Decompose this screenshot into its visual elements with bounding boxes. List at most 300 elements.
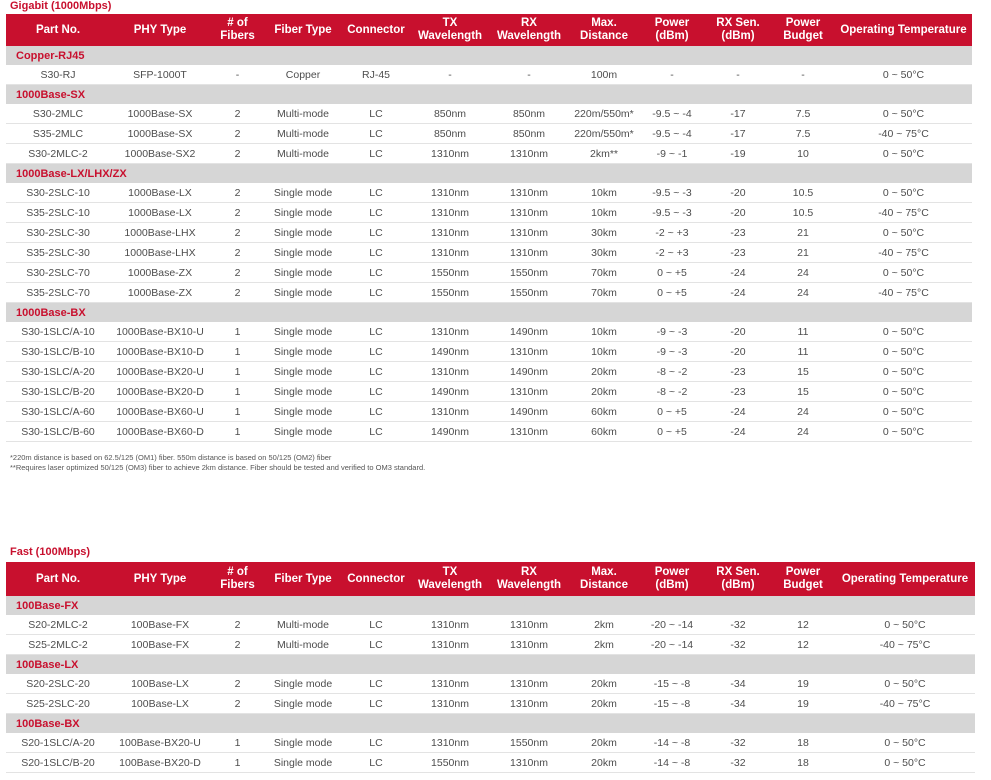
group-header-row xyxy=(6,303,972,323)
table-cell: 11 xyxy=(771,322,835,342)
gigabit-spec-table xyxy=(6,14,972,442)
table-cell: Multi-mode xyxy=(265,615,341,635)
table-cell: 2 xyxy=(210,635,265,655)
table-cell: Single mode xyxy=(265,753,341,773)
table-cell: 11 xyxy=(771,342,835,362)
table-cell: LC xyxy=(341,203,411,223)
table-row xyxy=(6,322,972,342)
table-cell: Multi-mode xyxy=(265,124,341,144)
table-row xyxy=(6,104,972,124)
table-cell: Single mode xyxy=(265,342,341,362)
table-cell: -15 ~ -8 xyxy=(639,694,705,714)
table-cell: S30-1SLC/A-60 xyxy=(6,402,110,422)
column-header: RX Wavelength xyxy=(489,562,569,596)
table-cell: Single mode xyxy=(265,402,341,422)
table-cell: Multi-mode xyxy=(265,104,341,124)
table-cell: -34 xyxy=(705,674,771,694)
group-header-row xyxy=(6,164,972,184)
table-cell: Single mode xyxy=(265,322,341,342)
column-header: RX Sen. (dBm) xyxy=(705,562,771,596)
table-cell: Single mode xyxy=(265,283,341,303)
table-cell: 1490nm xyxy=(411,342,489,362)
table-cell: RJ-45 xyxy=(341,65,411,85)
table-cell: 1000Base-ZX xyxy=(110,263,210,283)
table-cell: 15 xyxy=(771,382,835,402)
table-cell: 20km xyxy=(569,674,639,694)
column-header: Connector xyxy=(341,562,411,596)
table-cell: S30-RJ xyxy=(6,65,110,85)
table-cell: LC xyxy=(341,104,411,124)
table-cell: 0 ~ 50°C xyxy=(835,382,972,402)
table-row xyxy=(6,144,972,164)
table-cell: - xyxy=(705,65,771,85)
table-cell: 1310nm xyxy=(411,322,489,342)
table-row xyxy=(6,263,972,283)
footnotes xyxy=(10,453,425,473)
table-row xyxy=(6,243,972,263)
column-header: # of Fibers xyxy=(210,14,265,46)
table-cell: -24 xyxy=(705,283,771,303)
column-header: TX Wavelength xyxy=(411,562,489,596)
table-cell: LC xyxy=(341,283,411,303)
table-cell: 850nm xyxy=(489,124,569,144)
table-cell: 1000Base-SX2 xyxy=(110,144,210,164)
table-cell: 100Base-LX xyxy=(110,674,210,694)
table-cell: 1310nm xyxy=(489,753,569,773)
table-cell: 19 xyxy=(771,694,835,714)
table-cell: 850nm xyxy=(411,124,489,144)
table-cell: - xyxy=(489,65,569,85)
table-cell: LC xyxy=(341,733,411,753)
table-cell: 10.5 xyxy=(771,203,835,223)
table-cell: LC xyxy=(341,422,411,442)
table-cell: 1310nm xyxy=(489,694,569,714)
column-header: Part No. xyxy=(6,562,110,596)
table-cell: 1310nm xyxy=(411,183,489,203)
table-cell: LC xyxy=(341,144,411,164)
table-cell: 1310nm xyxy=(411,635,489,655)
table-cell: Single mode xyxy=(265,243,341,263)
table-cell: 18 xyxy=(771,753,835,773)
table-cell: 1000Base-SX xyxy=(110,124,210,144)
table-cell: SFP-1000T xyxy=(110,65,210,85)
table-row xyxy=(6,65,972,85)
table-cell: 220m/550m* xyxy=(569,124,639,144)
table-cell: 1000Base-BX60-D xyxy=(110,422,210,442)
table-cell: -32 xyxy=(705,615,771,635)
table-cell: 2 xyxy=(210,183,265,203)
table-cell: 1000Base-BX20-U xyxy=(110,362,210,382)
table-cell: -32 xyxy=(705,753,771,773)
table-cell: 1310nm xyxy=(489,203,569,223)
table-row xyxy=(6,342,972,362)
table-cell: 24 xyxy=(771,402,835,422)
table-cell: LC xyxy=(341,362,411,382)
table-cell: - xyxy=(411,65,489,85)
gigabit-section-title: Gigabit (1000Mbps) xyxy=(10,0,112,12)
table-cell: 2 xyxy=(210,243,265,263)
table-cell: -9.5 ~ -3 xyxy=(639,203,705,223)
table-row xyxy=(6,694,975,714)
table-cell: 1310nm xyxy=(411,223,489,243)
table-row xyxy=(6,362,972,382)
table-cell: LC xyxy=(341,322,411,342)
table-cell: -20 xyxy=(705,342,771,362)
table-cell: 0 ~ 50°C xyxy=(835,402,972,422)
column-header: Max. Distance xyxy=(569,14,639,46)
footnote-2: **Requires laser optimized 50/125 (OM3) fiber to achieve 2km distance. Fiber should be tested and verified to OM3 standard. xyxy=(10,463,426,472)
table-cell: -32 xyxy=(705,635,771,655)
table-cell: 7.5 xyxy=(771,124,835,144)
table-cell: 0 ~ 50°C xyxy=(835,615,975,635)
table-cell: 0 ~ 50°C xyxy=(835,362,972,382)
table-cell: 30km xyxy=(569,243,639,263)
table-cell: S35-2MLC xyxy=(6,124,110,144)
table-cell: - xyxy=(639,65,705,85)
table-cell: 0 ~ +5 xyxy=(639,422,705,442)
table-cell: Single mode xyxy=(265,183,341,203)
table-cell: Single mode xyxy=(265,382,341,402)
table-cell: 24 xyxy=(771,422,835,442)
table-cell: -24 xyxy=(705,263,771,283)
table-cell: 0 ~ +5 xyxy=(639,263,705,283)
table-cell: 24 xyxy=(771,283,835,303)
table-cell: 1550nm xyxy=(411,753,489,773)
table-cell: Copper xyxy=(265,65,341,85)
table-cell: 1000Base-LX xyxy=(110,183,210,203)
table-cell: -9.5 ~ -4 xyxy=(639,104,705,124)
table-cell: Single mode xyxy=(265,674,341,694)
table-cell: 1 xyxy=(210,342,265,362)
table-cell: 1310nm xyxy=(411,615,489,635)
table-cell: S30-2SLC-10 xyxy=(6,183,110,203)
group-header-row xyxy=(6,714,975,734)
table-cell: 0 ~ +5 xyxy=(639,402,705,422)
table-cell: 0 ~ 50°C xyxy=(835,144,972,164)
table-cell: -14 ~ -8 xyxy=(639,733,705,753)
table-cell: -8 ~ -2 xyxy=(639,362,705,382)
table-row xyxy=(6,223,972,243)
table-cell: 1550nm xyxy=(411,283,489,303)
table-cell: 1000Base-LX xyxy=(110,203,210,223)
table-cell: 18 xyxy=(771,733,835,753)
table-cell: 1000Base-BX60-U xyxy=(110,402,210,422)
table-cell: 2km xyxy=(569,635,639,655)
table-cell: 24 xyxy=(771,263,835,283)
fast-section-title: Fast (100Mbps) xyxy=(10,546,91,558)
column-header: Power Budget xyxy=(771,562,835,596)
table-cell: Multi-mode xyxy=(265,635,341,655)
table-cell: -23 xyxy=(705,362,771,382)
table-cell: 1 xyxy=(210,322,265,342)
table-cell: 1310nm xyxy=(489,422,569,442)
table-cell: 1310nm xyxy=(489,144,569,164)
table-cell: 100Base-FX xyxy=(110,635,210,655)
column-header: Power (dBm) xyxy=(639,562,705,596)
table-cell: 60km xyxy=(569,402,639,422)
column-header: RX Wavelength xyxy=(489,14,569,46)
table-cell: 1000Base-BX20-D xyxy=(110,382,210,402)
table-cell: 10 xyxy=(771,144,835,164)
table-cell: S20-1SLC/A-20 xyxy=(6,733,110,753)
table-row xyxy=(6,635,975,655)
table-cell: 1 xyxy=(210,382,265,402)
table-cell: 1310nm xyxy=(489,674,569,694)
table-cell: 1 xyxy=(210,362,265,382)
table-cell: S25-2MLC-2 xyxy=(6,635,110,655)
table-cell: 0 ~ 50°C xyxy=(835,674,975,694)
table-cell: S30-2MLC xyxy=(6,104,110,124)
table-row xyxy=(6,615,975,635)
table-cell: LC xyxy=(341,223,411,243)
table-cell: 10km xyxy=(569,203,639,223)
table-cell: 1000Base-ZX xyxy=(110,283,210,303)
table-cell: 2km** xyxy=(569,144,639,164)
table-cell: S20-1SLC/B-20 xyxy=(6,753,110,773)
table-cell: - xyxy=(771,65,835,85)
table-cell: Single mode xyxy=(265,223,341,243)
table-cell: 2 xyxy=(210,263,265,283)
group-label: 100Base-LX xyxy=(6,655,975,675)
table-cell: -20 ~ -14 xyxy=(639,615,705,635)
table-cell: 1550nm xyxy=(489,733,569,753)
table-cell: 0 ~ 50°C xyxy=(835,263,972,283)
table-cell: -20 xyxy=(705,183,771,203)
table-cell: 0 ~ 50°C xyxy=(835,753,975,773)
table-cell: 2 xyxy=(210,203,265,223)
table-row xyxy=(6,733,975,753)
table-cell: 70km xyxy=(569,283,639,303)
table-cell: 100Base-LX xyxy=(110,694,210,714)
table-cell: S30-2MLC-2 xyxy=(6,144,110,164)
table-row xyxy=(6,382,972,402)
table-cell: 850nm xyxy=(489,104,569,124)
table-cell: Single mode xyxy=(265,422,341,442)
group-header-row xyxy=(6,655,975,675)
table-cell: 1310nm xyxy=(411,144,489,164)
table-cell: 0 ~ 50°C xyxy=(835,733,975,753)
table-cell: 0 ~ 50°C xyxy=(835,422,972,442)
table-cell: 10km xyxy=(569,342,639,362)
table-cell: 1550nm xyxy=(489,283,569,303)
table-cell: 0 ~ 50°C xyxy=(835,223,972,243)
table-cell: S30-1SLC/A-10 xyxy=(6,322,110,342)
table-cell: 0 ~ 50°C xyxy=(835,322,972,342)
group-label: 1000Base-BX xyxy=(6,303,972,323)
column-header: PHY Type xyxy=(110,14,210,46)
table-cell: S35-2SLC-10 xyxy=(6,203,110,223)
table-cell: 15 xyxy=(771,362,835,382)
table-cell: 12 xyxy=(771,615,835,635)
column-header: Operating Temperature xyxy=(835,562,975,596)
table-cell: -40 ~ 75°C xyxy=(835,635,975,655)
table-header-row xyxy=(6,562,975,596)
table-cell: 1490nm xyxy=(411,422,489,442)
table-cell: -9 ~ -1 xyxy=(639,144,705,164)
table-cell: 21 xyxy=(771,223,835,243)
table-cell: S30-2SLC-30 xyxy=(6,223,110,243)
table-cell: -17 xyxy=(705,124,771,144)
table-cell: 19 xyxy=(771,674,835,694)
table-cell: 220m/550m* xyxy=(569,104,639,124)
table-cell: LC xyxy=(341,615,411,635)
table-cell: 1550nm xyxy=(489,263,569,283)
table-cell: 1000Base-LHX xyxy=(110,243,210,263)
table-cell: -15 ~ -8 xyxy=(639,674,705,694)
table-cell: -9.5 ~ -3 xyxy=(639,183,705,203)
group-label: 1000Base-SX xyxy=(6,85,972,105)
footnote-1: *220m distance is based on 62.5/125 (OM1) fiber. 550m distance is based on 50/125 (OM2) fiber xyxy=(10,453,332,462)
table-row xyxy=(6,674,975,694)
table-cell: LC xyxy=(341,635,411,655)
table-cell: Multi-mode xyxy=(265,144,341,164)
table-row xyxy=(6,203,972,223)
table-cell: 850nm xyxy=(411,104,489,124)
table-cell: 10km xyxy=(569,322,639,342)
column-header: TX Wavelength xyxy=(411,14,489,46)
table-cell: 12 xyxy=(771,635,835,655)
column-header: RX Sen. (dBm) xyxy=(705,14,771,46)
column-header: Fiber Type xyxy=(265,14,341,46)
table-cell: 1490nm xyxy=(489,402,569,422)
group-label: Copper-RJ45 xyxy=(6,46,972,65)
group-header-row xyxy=(6,85,972,105)
table-cell: 30km xyxy=(569,223,639,243)
table-cell: 7.5 xyxy=(771,104,835,124)
table-cell: -23 xyxy=(705,223,771,243)
table-cell: S35-2SLC-70 xyxy=(6,283,110,303)
column-header: # of Fibers xyxy=(210,562,265,596)
table-cell: 1310nm xyxy=(411,733,489,753)
column-header: Max. Distance xyxy=(569,562,639,596)
table-cell: 1310nm xyxy=(411,362,489,382)
table-cell: -8 ~ -2 xyxy=(639,382,705,402)
table-cell: Single mode xyxy=(265,362,341,382)
table-cell: 20km xyxy=(569,694,639,714)
table-cell: 1310nm xyxy=(411,694,489,714)
table-cell: 1310nm xyxy=(411,674,489,694)
table-cell: 10km xyxy=(569,183,639,203)
table-cell: 20km xyxy=(569,753,639,773)
table-cell: 1310nm xyxy=(489,183,569,203)
table-cell: 2 xyxy=(210,144,265,164)
table-cell: LC xyxy=(341,263,411,283)
table-row xyxy=(6,283,972,303)
table-cell: 0 ~ 50°C xyxy=(835,65,972,85)
table-cell: LC xyxy=(341,124,411,144)
table-cell: 10.5 xyxy=(771,183,835,203)
table-cell: 1000Base-BX10-D xyxy=(110,342,210,362)
table-cell: 1310nm xyxy=(489,223,569,243)
table-cell: S25-2SLC-20 xyxy=(6,694,110,714)
table-cell: 1310nm xyxy=(489,243,569,263)
table-cell: 2 xyxy=(210,104,265,124)
column-header: Part No. xyxy=(6,14,110,46)
table-cell: 1490nm xyxy=(489,322,569,342)
table-cell: 0 ~ +5 xyxy=(639,283,705,303)
table-cell: 1310nm xyxy=(411,402,489,422)
table-cell: LC xyxy=(341,694,411,714)
table-cell: 2 xyxy=(210,615,265,635)
table-row xyxy=(6,183,972,203)
table-cell: -24 xyxy=(705,422,771,442)
table-cell: 0 ~ 50°C xyxy=(835,342,972,362)
table-row xyxy=(6,402,972,422)
table-cell: - xyxy=(210,65,265,85)
table-cell: LC xyxy=(341,342,411,362)
table-cell: 1 xyxy=(210,733,265,753)
table-cell: 1 xyxy=(210,402,265,422)
table-cell: 1490nm xyxy=(489,362,569,382)
table-cell: -40 ~ 75°C xyxy=(835,694,975,714)
table-cell: 100Base-BX20-D xyxy=(110,753,210,773)
table-cell: 20km xyxy=(569,362,639,382)
table-cell: -2 ~ +3 xyxy=(639,223,705,243)
group-header-row xyxy=(6,596,975,615)
table-cell: 2 xyxy=(210,124,265,144)
table-cell: 2 xyxy=(210,674,265,694)
table-cell: -32 xyxy=(705,733,771,753)
table-cell: Single mode xyxy=(265,733,341,753)
table-cell: -20 xyxy=(705,203,771,223)
table-row xyxy=(6,124,972,144)
table-cell: 2 xyxy=(210,223,265,243)
table-cell: S35-2SLC-30 xyxy=(6,243,110,263)
table-cell: -20 xyxy=(705,322,771,342)
table-cell: 100Base-FX xyxy=(110,615,210,635)
table-cell: Single mode xyxy=(265,203,341,223)
group-header-row xyxy=(6,46,972,65)
table-cell: -40 ~ 75°C xyxy=(835,203,972,223)
table-cell: -19 xyxy=(705,144,771,164)
table-header-row xyxy=(6,14,972,46)
table-cell: -40 ~ 75°C xyxy=(835,283,972,303)
table-cell: 1310nm xyxy=(489,635,569,655)
table-cell: -9.5 ~ -4 xyxy=(639,124,705,144)
table-cell: 1310nm xyxy=(489,382,569,402)
table-cell: -2 ~ +3 xyxy=(639,243,705,263)
table-cell: LC xyxy=(341,382,411,402)
table-cell: S30-1SLC/B-20 xyxy=(6,382,110,402)
table-cell: -20 ~ -14 xyxy=(639,635,705,655)
table-cell: -23 xyxy=(705,382,771,402)
table-row xyxy=(6,422,972,442)
table-cell: LC xyxy=(341,753,411,773)
table-cell: 1310nm xyxy=(411,203,489,223)
table-cell: LC xyxy=(341,402,411,422)
table-cell: -14 ~ -8 xyxy=(639,753,705,773)
table-cell: 1000Base-LHX xyxy=(110,223,210,243)
table-cell: S30-1SLC/A-20 xyxy=(6,362,110,382)
group-label: 100Base-BX xyxy=(6,714,975,734)
table-cell: -34 xyxy=(705,694,771,714)
table-cell: S30-1SLC/B-10 xyxy=(6,342,110,362)
table-cell: 21 xyxy=(771,243,835,263)
table-cell: 1000Base-BX10-U xyxy=(110,322,210,342)
column-header: Connector xyxy=(341,14,411,46)
table-cell: 100Base-BX20-U xyxy=(110,733,210,753)
table-cell: 1 xyxy=(210,753,265,773)
table-cell: 1310nm xyxy=(489,615,569,635)
table-cell: -24 xyxy=(705,402,771,422)
table-cell: 2 xyxy=(210,283,265,303)
table-cell: 2km xyxy=(569,615,639,635)
table-cell: 0 ~ 50°C xyxy=(835,183,972,203)
table-cell: -40 ~ 75°C xyxy=(835,124,972,144)
table-cell: 60km xyxy=(569,422,639,442)
table-cell: 100m xyxy=(569,65,639,85)
table-cell: -17 xyxy=(705,104,771,124)
